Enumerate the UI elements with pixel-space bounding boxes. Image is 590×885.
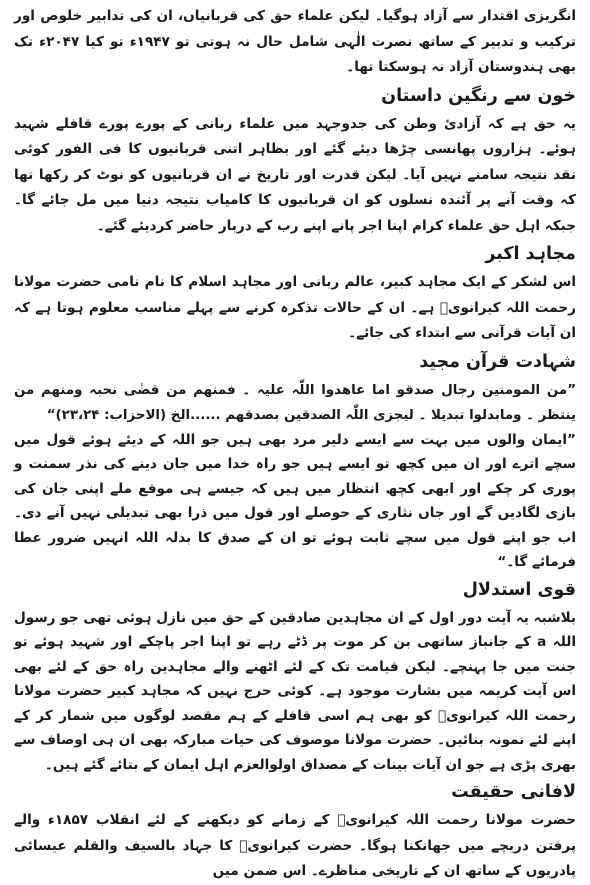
heading-strong-reasoning: قوی استدلال xyxy=(462,579,576,600)
intro-paragraph: انگریزی اقتدار سے آزاد ہوگیا۔ لیکن علماء حق کی قربانیاں، ان کی تدابیر خلوص اور ترکیب و تدبیر کے ساتھ نصرت الٰہی شامل حال نہ ہوتی تو ۱۹۴۷ء تو کیا ۲۰۴۷ء تک بھی ہندوستان آزاد نہ ہوسکتا تھا۔ xyxy=(14,8,576,75)
quran-verse: ”من المومنین رجال صدقو اما عاھدوا اللّٰہ علیہ ۔ فمنھم من قضٰی نحبہ ومنھم من ینتظر ۔ ومابدلوا تبدیلا ۔ لیجزی اللّٰہ الصدقین بصدقھم ......الخ (الاحزاب: ۲۳،۲۴)“ xyxy=(14,382,576,423)
strong-reasoning-paragraph: بلاشبہ یہ آیت دور اول کے ان مجاہدین صادقین کے حق میں نازل ہوئی تھی جو رسول اللہ a کے جانباز ساتھی بن کر موت پر ڈٹے رہے تو اپنا اجر پاچکے اور شہید ہوئے تو جنت میں جا پہنچے۔ لیکن قیامت تک کے لئے اٹھنے والے مجاہدین راہ حق کے لئے بھی اس آیت کریمہ میں بشارت موجود ہے۔ کوئی حرج نہیں کہ مجاہد کبیر حضرت مولانا رحمت اللہ کیرانویؒ کو بھی ہم اسی قافلے کے ہم مقصد لوگوں میں شمار کر کے اپنے لئے نمونہ بنائیں۔ حضرت مولانا موصوف کی حیات مبارکہ بھی ان ہی اوصاف سے بھری پڑی ہے جو ان آیات بینات کے مصداق اولوالعزم اہل ایمان کے بتائے گئے ہیں۔ xyxy=(14,609,577,773)
bloody-story-paragraph: یہ حق ہے کہ آزادیٔ وطن کی جدوجہد میں علماء ربانی کے پورے پورے قافلے شہید ہوئے۔ ہزاروں پھانسی چڑھا دیئے گئے اور بظاہر اتنی قربانیوں کا فی الفور کوئی نقد نتیجہ سامنے نہیں آیا۔ لیکن قدرت اور تاریخ نے ان قربانیوں کو نوٹ کر رکھا تھا کہ وقت آنے پر آئندہ نسلوں کو ان قربانیوں کا کامیاب نتیجہ دنیا میں مل جائے گا۔ جبکہ اہل حق علماء کرام اپنا اجر پانے اپنے رب کے دربار حاضر کردیئے گئے۔ xyxy=(14,115,576,234)
heading-quran-testimony: شہادت قرآن مجید xyxy=(419,351,576,372)
immortal-reality-paragraph: حضرت مولانا رحمت اللہ کیرانویؒ کے زمانے کو دیکھنے کے لئے انقلاب ۱۸۵۷ء والے پرفتن دریچے میں جھانکنا ہوگا۔ حضرت کیرانویؒ کا جہاد بالسیف والقلم عیسائی پادریوں کے ساتھ ان کے تاریخی مناظرے۔ اس ضمن میں xyxy=(14,812,576,879)
verse-translation: ”ایمان والوں میں بہت سے ایسے دلیر مرد بھی ہیں جو اللہ کے دیئے ہوئے قول میں سچے اترے اور ان میں کچھ تو ایسے ہیں جو راہ خدا میں جان دینے کی نذر سمنت و پوری کر چکے اور ابھی کچھ انتظار میں ہیں کہ جیسے ہی موقع ملے اپنی جان کی بازی لگادیں گے اور جاں نثاری کے حوصلے اور قول میں ذرا بھی تبدیلی نہیں آنے دی۔ اب جو اپنے قول میں سچے ثابت ہوئے تو ان کے صدق کا بدلہ اللہ انہیں ضرور عطا فرمائے گا۔“ xyxy=(14,431,576,570)
heading-immortal-reality: لافانی حقیقت xyxy=(451,782,576,802)
heading-mujahid-akbar: مجاہد اکبر xyxy=(485,244,576,264)
heading-bloody-story: خون سے رنگین داستان xyxy=(381,85,576,106)
mujahid-akbar-paragraph: اس لشکر کے ایک مجاہد کبیر، عالم ربانی اور مجاہد اسلام کا نام نامی حضرت مولانا رحمت اللہ کیرانویؒ ہے۔ ان کے حالات تذکرہ کرنے سے پہلے مناسب معلوم ہوتا ہے کہ ان آیات قرآنی سے ابتداء کی جائے۔ xyxy=(14,274,576,341)
